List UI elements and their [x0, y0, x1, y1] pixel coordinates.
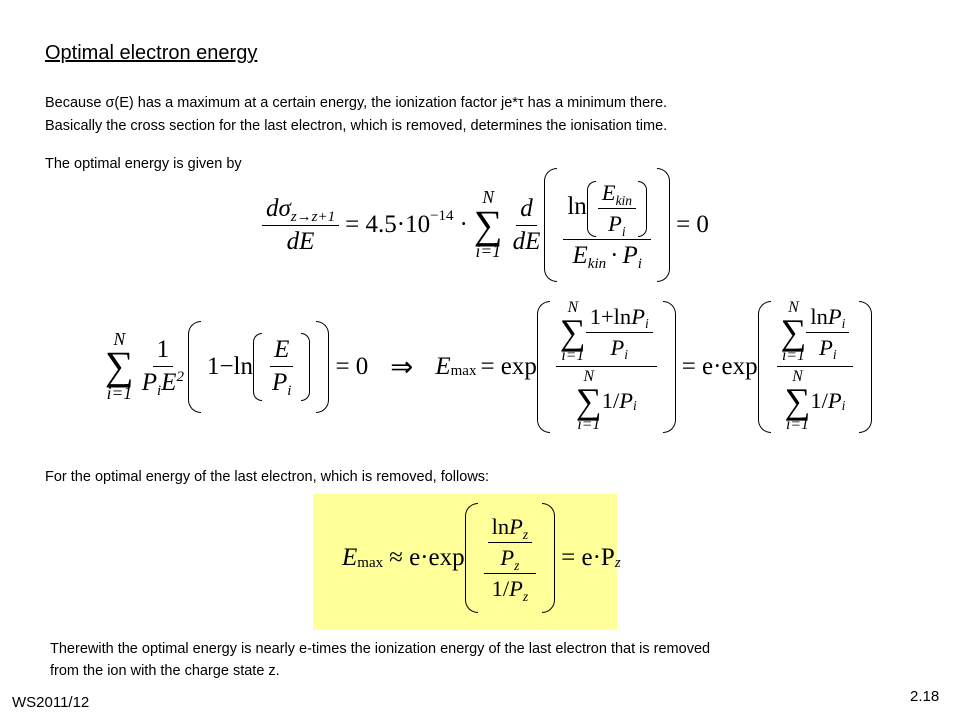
intro-line-2: Basically the cross section for the last electron, which is removed, determines the ionisation time. [45, 118, 668, 134]
eq1-lhs-fraction: $\frac{d\sigma_{z\to z+1}}{dE}$ [262, 195, 339, 256]
slide-title: Optimal electron energy [45, 42, 258, 64]
eq1-inner-fraction: ln $\frac{E_{kin}}{P_i}$ $E_{kin} \cdot P_i$ [563, 180, 651, 270]
equation-derivative: $\frac{d\sigma_{z\to z+1}}{dE}$ = 4.5·10 −14 · N ∑ i=1 $\frac{d}{dE}$ ln $\frac{E_{kin}}{P_i}$ $E_{kin} \cdot P_i$ = 0 [262, 168, 709, 282]
equation-emax-last-electron: E max ≈ e·exp $\frac{\frac{\ln P_z}{P_z}}{1/P_z}$ = e·P z [342, 503, 621, 613]
equation-emax-general: N ∑ i=1 $\frac{1}{P_iE^2}$ 1−ln $\frac{E}{P_i}$ = 0 ⇒ E max = exp N ∑ i=1 $\frac{1+\ln P_i}{P_i}$ N ∑ i=1 1 / P i = e·exp N ∑ i=1 $\frac{\ln P_i}{P_i}$ N ∑ i=1 1 / P i [105, 300, 872, 433]
intro-line-1: Because σ(E) has a maximum at a certain energy, the ionization factor je*τ has a minimum there. [45, 95, 668, 111]
page-number: 2.18 [910, 688, 940, 705]
last-electron-intro: For the optimal energy of the last electron, which is removed, follows: [45, 469, 490, 485]
semester-label: WS2011/12 [12, 694, 90, 711]
eq1-sum-symbol: N ∑ i=1 [473, 187, 503, 262]
conclusion-line-1: Therewith the optimal energy is nearly e-times the ionization energy of the last electron that is removed [50, 641, 711, 657]
optimal-energy-intro: The optimal energy is given by [45, 156, 242, 172]
conclusion-line-2: from the ion with the charge state z. [50, 663, 280, 679]
